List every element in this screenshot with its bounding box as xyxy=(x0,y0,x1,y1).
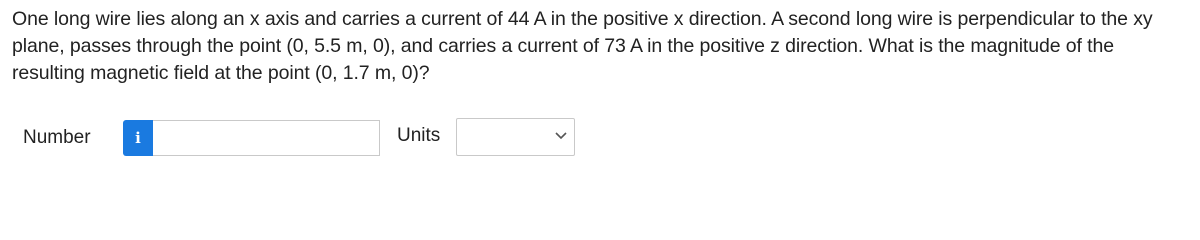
units-label: Units xyxy=(397,125,441,146)
number-label: Number xyxy=(23,127,91,148)
question-text: One long wire lies along an x axis and carries a current of 44 A in the positive x direction. A second long wire is perpendicular to the xy plane, passes through the point (0, 5.5 m, 0), and carries a current of 73 A in the positive z direction. What is the magnitude of the resulting magnetic field at the point (0, 1.7 m, 0)? xyxy=(12,8,1153,84)
info-icon: i xyxy=(135,129,141,147)
number-input[interactable] xyxy=(153,120,380,156)
info-button[interactable] xyxy=(123,120,153,156)
units-select[interactable] xyxy=(456,118,575,156)
answer-row xyxy=(0,117,1200,159)
chevron-down-icon xyxy=(555,132,567,140)
